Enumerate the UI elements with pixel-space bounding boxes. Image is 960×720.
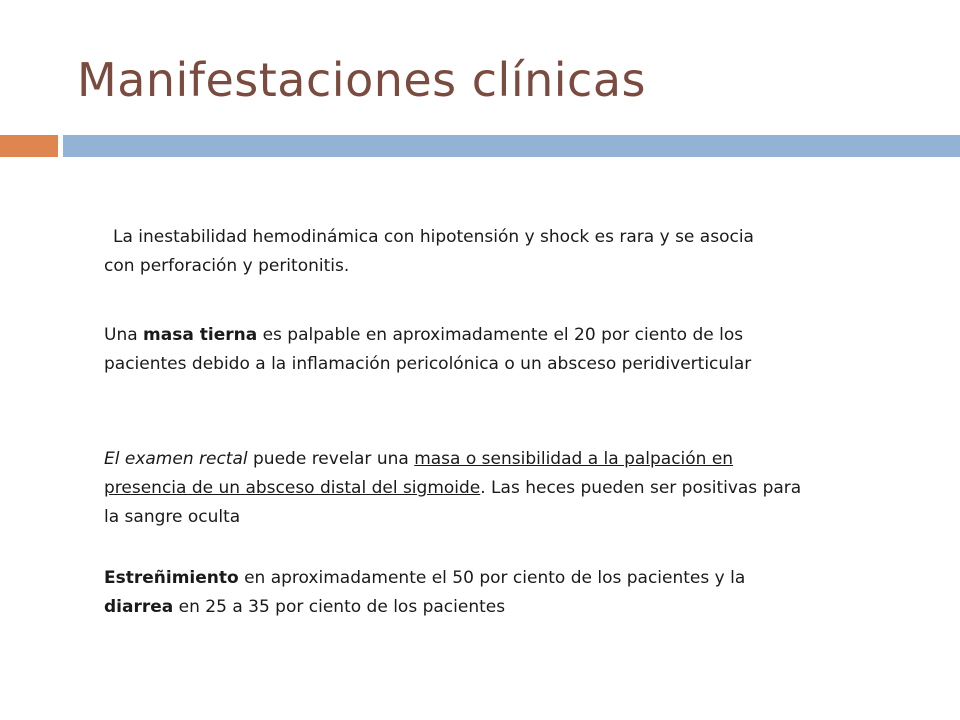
- paragraph-rectal-exam: [104, 445, 804, 532]
- accent-bar-blue: [63, 135, 960, 157]
- paragraph-mass: [104, 321, 804, 379]
- paragraph-text-post: en 25 a 35 por ciento de los pacientes: [173, 597, 506, 617]
- paragraph-text-mid: puede revelar una: [247, 449, 415, 469]
- paragraph-text-post: es palpable en aproximadamente el 20 por ciento de los pacientes debido a la inflamación pericolónica o un absceso peridiverticular: [104, 325, 752, 374]
- bold-term-diarrea: diarrea: [104, 597, 174, 617]
- paragraph-text-pre: Una: [104, 325, 144, 345]
- slide-title: Manifestaciones clínicas: [77, 53, 646, 107]
- accent-bar-orange: [0, 135, 58, 157]
- italic-term-examen-rectal: El examen rectal: [104, 449, 248, 469]
- paragraph-text-post: . Las heces pueden ser positivas para la sangre oculta: [104, 478, 802, 527]
- bold-term-estrenimiento: Estreñimiento: [104, 568, 239, 588]
- underlined-finding: masa o sensibilidad a la palpación en presencia de un absceso distal del sigmoide: [104, 449, 734, 498]
- paragraph-hemodynamic: [104, 223, 784, 281]
- bold-term-masa-tierna: masa tierna: [143, 325, 258, 345]
- paragraph-text: La inestabilidad hemodinámica con hipotensión y shock es rara y se asocia con perforación y peritonitis.: [104, 227, 754, 276]
- paragraph-text-mid: en aproximadamente el 50 por ciento de los pacientes y la: [238, 568, 746, 588]
- paragraph-bowel-habits: [104, 564, 804, 622]
